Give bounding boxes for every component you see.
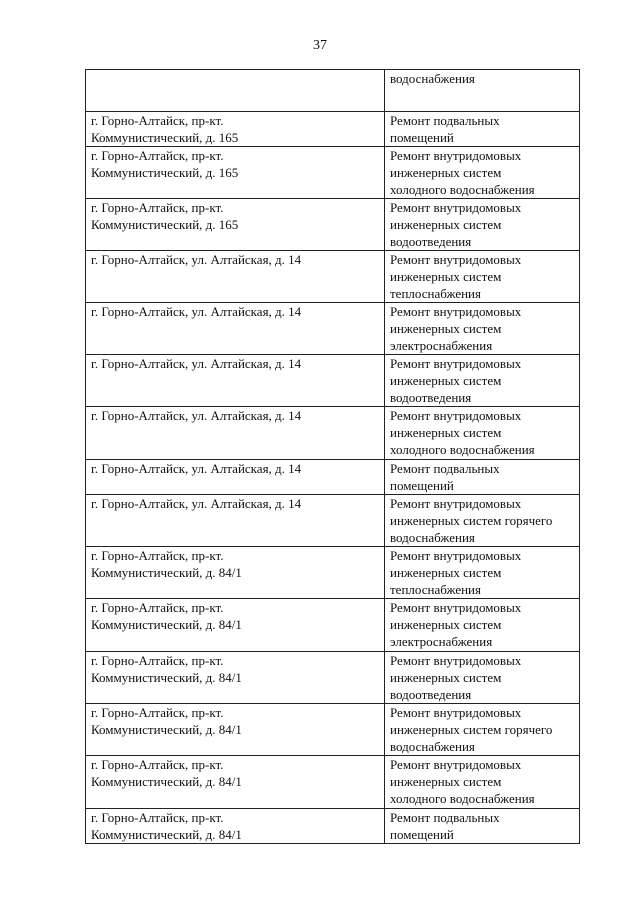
- table-row: [86, 756, 580, 809]
- table-row: [86, 599, 580, 652]
- work-type-cell: [385, 303, 580, 355]
- address-text: г. Горно-Алтайск, ул. Алтайская, д. 14: [91, 496, 302, 511]
- page-number: 37: [313, 38, 327, 53]
- work-type-cell: [385, 756, 580, 809]
- table-row: [86, 809, 580, 844]
- table-row: [86, 112, 580, 147]
- table-row: [86, 251, 580, 303]
- work-type-text: Ремонт внутридомовых инженерных систем холодного водоснабжения: [390, 148, 535, 197]
- address-text: г. Горно-Алтайск, пр-кт. Коммунистический, д. 84/1: [91, 548, 242, 580]
- work-type-cell: [385, 809, 580, 844]
- address-cell: [86, 355, 385, 407]
- work-type-cell: [385, 251, 580, 303]
- work-type-cell: [385, 147, 580, 199]
- address-cell: [86, 495, 385, 547]
- address-text: г. Горно-Алтайск, пр-кт. Коммунистический, д. 84/1: [91, 653, 242, 685]
- table-row: [86, 303, 580, 355]
- table-row: [86, 495, 580, 547]
- work-type-text: Ремонт внутридомовых инженерных систем электроснабжения: [390, 600, 522, 649]
- work-type-text: Ремонт подвальных помещений: [390, 113, 500, 145]
- work-type-cell: [385, 407, 580, 460]
- table-row: [86, 407, 580, 460]
- work-type-cell: [385, 460, 580, 495]
- work-type-text: Ремонт внутридомовых инженерных систем холодного водоснабжения: [390, 408, 535, 457]
- work-type-text: Ремонт внутридомовых инженерных систем горячего водоснабжения: [390, 705, 553, 754]
- work-type-cell: [385, 199, 580, 251]
- work-type-cell: [385, 355, 580, 407]
- work-type-text: Ремонт внутридомовых инженерных систем электроснабжения: [390, 304, 522, 353]
- table-row: [86, 147, 580, 199]
- work-type-text: Ремонт подвальных помещений: [390, 810, 500, 842]
- address-cell: [86, 652, 385, 704]
- address-text: г. Горно-Алтайск, ул. Алтайская, д. 14: [91, 304, 302, 319]
- repair-works-table: [85, 69, 580, 844]
- work-type-text: Ремонт подвальных помещений: [390, 461, 500, 493]
- address-text: г. Горно-Алтайск, пр-кт. Коммунистический, д. 84/1: [91, 757, 242, 789]
- work-type-text: Ремонт внутридомовых инженерных систем теплоснабжения: [390, 252, 522, 301]
- address-text: г. Горно-Алтайск, пр-кт. Коммунистический, д. 165: [91, 113, 239, 145]
- address-cell: [86, 303, 385, 355]
- table-row: [86, 652, 580, 704]
- address-cell: [86, 460, 385, 495]
- table-row: [86, 704, 580, 756]
- address-cell: [86, 251, 385, 303]
- work-type-text: водоснабжения: [390, 71, 475, 86]
- work-type-text: Ремонт внутридомовых инженерных систем холодного водоснабжения: [390, 757, 535, 806]
- address-text: г. Горно-Алтайск, пр-кт. Коммунистический, д. 84/1: [91, 810, 242, 842]
- address-cell: [86, 756, 385, 809]
- address-cell: [86, 599, 385, 652]
- address-text: г. Горно-Алтайск, пр-кт. Коммунистический, д. 165: [91, 148, 239, 180]
- work-type-text: Ремонт внутридомовых инженерных систем водоотведения: [390, 356, 522, 405]
- address-text: г. Горно-Алтайск, ул. Алтайская, д. 14: [91, 356, 302, 371]
- work-type-text: Ремонт внутридомовых инженерных систем горячего водоснабжения: [390, 496, 553, 545]
- work-type-text: Ремонт внутридомовых инженерных систем водоотведения: [390, 653, 522, 702]
- work-type-cell: [385, 112, 580, 147]
- address-cell: [86, 199, 385, 251]
- table-row: [86, 460, 580, 495]
- address-text: г. Горно-Алтайск, пр-кт. Коммунистический, д. 84/1: [91, 600, 242, 632]
- address-cell: [86, 547, 385, 599]
- work-type-text: Ремонт внутридомовых инженерных систем теплоснабжения: [390, 548, 522, 597]
- address-text: г. Горно-Алтайск, ул. Алтайская, д. 14: [91, 252, 302, 267]
- table-row: [86, 355, 580, 407]
- address-cell: [86, 112, 385, 147]
- table-row: [86, 70, 580, 112]
- work-type-cell: [385, 495, 580, 547]
- address-text: г. Горно-Алтайск, ул. Алтайская, д. 14: [91, 408, 302, 423]
- table-row: [86, 547, 580, 599]
- work-type-cell: [385, 547, 580, 599]
- address-cell: [86, 407, 385, 460]
- address-text: г. Горно-Алтайск, пр-кт. Коммунистический, д. 165: [91, 200, 239, 232]
- work-type-text: Ремонт внутридомовых инженерных систем водоотведения: [390, 200, 522, 249]
- work-type-cell: [385, 652, 580, 704]
- address-cell: [86, 704, 385, 756]
- table-body: [86, 70, 580, 844]
- work-type-cell: [385, 70, 580, 112]
- address-text: г. Горно-Алтайск, пр-кт. Коммунистический, д. 84/1: [91, 705, 242, 737]
- address-cell: [86, 70, 385, 112]
- work-type-cell: [385, 599, 580, 652]
- address-cell: [86, 147, 385, 199]
- table-row: [86, 199, 580, 251]
- work-type-cell: [385, 704, 580, 756]
- address-cell: [86, 809, 385, 844]
- address-text: г. Горно-Алтайск, ул. Алтайская, д. 14: [91, 461, 302, 476]
